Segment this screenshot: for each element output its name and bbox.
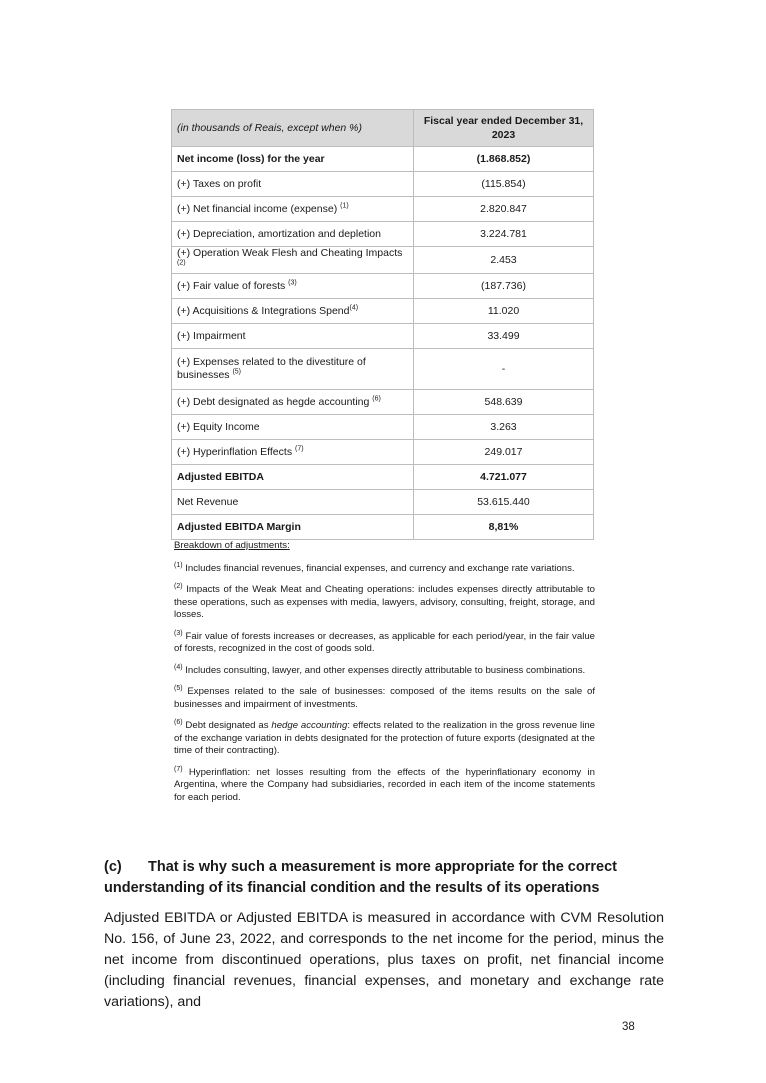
- table-row: [172, 465, 594, 490]
- section-heading-text: That is why such a measurement is more appropriate for the correct understanding of its financial condition and the results of its operations: [104, 859, 617, 896]
- row-value: -: [414, 349, 594, 390]
- row-value: 3.263: [414, 415, 594, 440]
- row-value: 33.499: [414, 324, 594, 349]
- row-value: 8,81%: [414, 515, 594, 540]
- row-label: (+) Equity Income: [172, 415, 414, 440]
- table-row: [172, 349, 594, 390]
- table-row: [172, 490, 594, 515]
- row-label: (+) Debt designated as hegde accounting $^{(6)}$: [172, 390, 414, 415]
- row-value: 3.224.781: [414, 222, 594, 247]
- table-row: [172, 197, 594, 222]
- row-label: (+) Depreciation, amortization and depletion: [172, 222, 414, 247]
- table-row: [172, 324, 594, 349]
- row-label: (+) Fair value of forests $^{(3)}$: [172, 274, 414, 299]
- row-label: (+) Hyperinflation Effects $^{(7)}$: [172, 440, 414, 465]
- section-letter: (c): [104, 859, 122, 875]
- footnote-5: $^{(5)}$ Expenses related to the sale of businesses: composed of the items results on the sale of businesses and impairment of investments.: [174, 684, 595, 710]
- row-value: 548.639: [414, 390, 594, 415]
- table-row: [172, 274, 594, 299]
- breakdown-title: Breakdown of adjustments:: [174, 540, 290, 551]
- page-number: 38: [622, 1021, 635, 1033]
- table-row: [172, 390, 594, 415]
- table-row: [172, 299, 594, 324]
- row-label: Adjusted EBITDA Margin: [172, 515, 414, 540]
- row-label: (+) Acquisitions & Integrations Spend$^{(4)}$: [172, 299, 414, 324]
- adjusted-ebitda-table: [171, 109, 594, 540]
- row-label: (+) Net financial income (expense) $^{(1)}$: [172, 197, 414, 222]
- row-value: 2.820.847: [414, 197, 594, 222]
- table-row: [172, 415, 594, 440]
- row-value: (1.868.852): [414, 147, 594, 172]
- row-label: (+) Expenses related to the divestiture of businesses $^{(5)}$: [172, 349, 414, 390]
- row-label: (+) Operation Weak Flesh and Cheating Impacts $^{(2)}$: [172, 247, 414, 274]
- row-value: 11.020: [414, 299, 594, 324]
- row-label: (+) Taxes on profit: [172, 172, 414, 197]
- footnote-3: $^{(3)}$ Fair value of forests increases or decreases, as applicable for each period/year, in the fair value of forests, recognized in the cost of goods sold.: [174, 629, 595, 654]
- table-row: [172, 440, 594, 465]
- row-value: (187.736): [414, 274, 594, 299]
- row-value: 2.453: [414, 247, 594, 274]
- footnote-1: $^{(1)}$ Includes financial revenues, financial expenses, and currency and exchange rate variations.: [174, 561, 575, 574]
- footnote-2: $^{(2)}$ Impacts of the Weak Meat and Cheating operations: includes expenses directly attributable to these operations, such as expenses with media, lawyers, advisory, consulting, freight, storage, and losses.: [174, 582, 595, 620]
- table-row: [172, 247, 594, 274]
- row-value: 249.017: [414, 440, 594, 465]
- row-value: 4.721.077: [414, 465, 594, 490]
- section-c-heading: [104, 857, 664, 899]
- footnote-4: $^{(4)}$ Includes consulting, lawyer, and other expenses directly attributable to business combinations.: [174, 663, 586, 676]
- row-label: (+) Impairment: [172, 324, 414, 349]
- table-header-period: Fiscal year ended December 31, 2023: [414, 110, 594, 147]
- table-row: [172, 147, 594, 172]
- row-value: 53.615.440: [414, 490, 594, 515]
- table-row: [172, 172, 594, 197]
- row-label: Adjusted EBITDA: [172, 465, 414, 490]
- footnote-7: $^{(7)}$ Hyperinflation: net losses resulting from the effects of the hyperinflationary economy in Argentina, where the Company had subsidiaries, recorded in each item of the income statements for each period.: [174, 765, 595, 803]
- footnotes: [174, 540, 595, 813]
- row-label: Net income (loss) for the year: [172, 147, 414, 172]
- table-header-unit: (in thousands of Reais, except when %): [172, 110, 414, 147]
- footnote-6: $^{(6)}$ Debt designated as hedge accounting: effects related to the realization in the gross revenue line of the exchange variation in debts designated for the protection of future exports (designated at the time of their contracting).: [174, 718, 595, 756]
- row-value: (115.854): [414, 172, 594, 197]
- table-row: [172, 222, 594, 247]
- body-paragraph: Adjusted EBITDA or Adjusted EBITDA is measured in accordance with CVM Resolution No. 156, of June 23, 2022, and corresponds to the net income for the period, minus the net income from discontinued operations, plus taxes on profit, net financial income (including financial revenues, financial expenses, and monetary and exchange rate variations), and: [104, 910, 664, 1010]
- table-row: [172, 515, 594, 540]
- row-label: Net Revenue: [172, 490, 414, 515]
- table-header-row: [172, 110, 594, 147]
